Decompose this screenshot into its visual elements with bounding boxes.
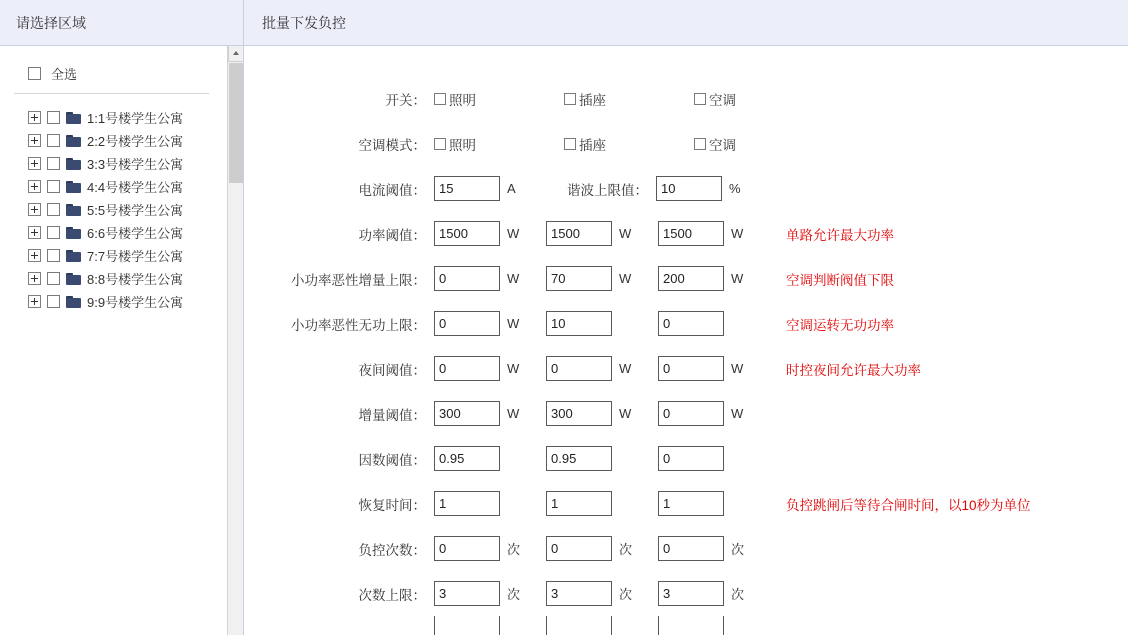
expand-icon[interactable]: [28, 295, 41, 308]
increment-threshold-input-1[interactable]: [434, 401, 500, 426]
small-power-inc-label: 小功率恶性增量上限：: [291, 272, 426, 288]
expand-icon[interactable]: [28, 111, 41, 124]
count-limit-input-1[interactable]: [434, 581, 500, 606]
current-threshold-input[interactable]: [434, 176, 500, 201]
switch-option-lighting[interactable]: [434, 89, 564, 109]
folder-icon: [66, 181, 81, 193]
increment-threshold-unit-2: W: [619, 406, 632, 421]
partial-row-input-2[interactable]: [546, 616, 612, 635]
factor-threshold-input-3[interactable]: [658, 446, 724, 471]
night-threshold-note: 时控夜间允许最大功率: [786, 362, 921, 378]
scroll-up-button[interactable]: [228, 46, 243, 62]
row-recovery-time: [244, 481, 1128, 526]
current-threshold-label: 电流阈值：: [358, 182, 426, 198]
factor-threshold-input-1[interactable]: [434, 446, 500, 471]
folder-icon: [66, 227, 81, 239]
power-threshold-unit-2: W: [619, 226, 632, 241]
batch-panel-title: 批量下发负控: [244, 0, 1128, 46]
factor-threshold-input-2[interactable]: [546, 446, 612, 471]
night-threshold-input-2[interactable]: [546, 356, 612, 381]
area-tree-list: [14, 106, 233, 313]
batch-control-panel: [244, 0, 1128, 635]
power-threshold-input-2[interactable]: [546, 221, 612, 246]
expand-icon[interactable]: [28, 134, 41, 147]
tree-scrollbar[interactable]: [227, 46, 243, 635]
area-panel-title: 请选择区域: [0, 0, 243, 46]
select-all-checkbox[interactable]: [28, 67, 41, 80]
tree-node[interactable]: [14, 221, 233, 244]
control-count-input-2[interactable]: [546, 536, 612, 561]
acmode-socket-checkbox[interactable]: [564, 138, 576, 150]
night-threshold-input-3[interactable]: [658, 356, 724, 381]
row-control-count: [244, 526, 1128, 571]
small-power-reactive-label: 小功率恶性无功上限：: [291, 317, 426, 333]
row-ac-mode: [244, 121, 1128, 166]
recovery-time-input-3[interactable]: [658, 491, 724, 516]
control-count-input-1[interactable]: [434, 536, 500, 561]
row-power-threshold: [244, 211, 1128, 256]
night-threshold-unit-3: W: [731, 361, 744, 376]
partial-row-input-3[interactable]: [658, 616, 724, 635]
small-power-inc-unit-2: W: [619, 271, 632, 286]
control-count-input-3[interactable]: [658, 536, 724, 561]
small-power-inc-note: 空调判断阀值下限: [786, 272, 894, 288]
tree-node[interactable]: [14, 175, 233, 198]
acmode-lighting-checkbox[interactable]: [434, 138, 446, 150]
harmonic-limit-input[interactable]: [656, 176, 722, 201]
area-select-panel: [0, 0, 244, 635]
acmode-lighting-label: 照明: [449, 137, 476, 153]
acmode-option-socket[interactable]: [564, 134, 694, 154]
row-night-threshold: [244, 346, 1128, 391]
node-checkbox[interactable]: [47, 226, 60, 239]
tree-node-label: 7:7号楼学生公寓: [87, 249, 184, 264]
folder-icon: [66, 204, 81, 216]
count-limit-label: 次数上限：: [358, 587, 426, 603]
tree-node[interactable]: [14, 267, 233, 290]
folder-icon: [66, 296, 81, 308]
folder-icon: [66, 158, 81, 170]
count-limit-unit-3: 次: [731, 587, 745, 602]
small-power-reactive-input-2[interactable]: [546, 311, 612, 336]
tree-node-label: 1:1号楼学生公寓: [87, 111, 184, 126]
expand-icon[interactable]: [28, 226, 41, 239]
row-count-limit: [244, 571, 1128, 616]
switch-socket-label: 插座: [579, 92, 606, 108]
count-limit-input-3[interactable]: [658, 581, 724, 606]
small-power-reactive-input-1[interactable]: [434, 311, 500, 336]
power-threshold-input-1[interactable]: [434, 221, 500, 246]
count-limit-unit-2: 次: [619, 587, 633, 602]
small-power-inc-input-3[interactable]: [658, 266, 724, 291]
acmode-ac-checkbox[interactable]: [694, 138, 706, 150]
tree-node-label: 5:5号楼学生公寓: [87, 203, 184, 218]
node-checkbox[interactable]: [47, 272, 60, 285]
increment-threshold-input-2[interactable]: [546, 401, 612, 426]
tree-node-label: 4:4号楼学生公寓: [87, 180, 184, 195]
recovery-time-label: 恢复时间：: [358, 497, 426, 513]
increment-threshold-label: 增量阈值：: [358, 407, 426, 423]
tree-node[interactable]: [14, 244, 233, 267]
night-threshold-unit-2: W: [619, 361, 632, 376]
expand-icon[interactable]: [28, 157, 41, 170]
tree-node-label: 9:9号楼学生公寓: [87, 295, 184, 310]
harmonic-limit-label: 谐波上限值：: [567, 182, 648, 198]
power-threshold-label: 功率阈值：: [358, 227, 426, 243]
tree-node-label: 8:8号楼学生公寓: [87, 272, 184, 287]
control-count-unit-1: 次: [507, 542, 521, 557]
tree-node-label: 2:2号楼学生公寓: [87, 134, 184, 149]
batch-control-form: [244, 46, 1128, 635]
folder-icon: [66, 250, 81, 262]
power-threshold-note: 单路允许最大功率: [786, 227, 894, 243]
expand-icon[interactable]: [28, 272, 41, 285]
acmode-option-lighting[interactable]: [434, 134, 564, 154]
switch-option-ac[interactable]: [694, 89, 824, 109]
node-checkbox[interactable]: [47, 180, 60, 193]
switch-lighting-label: 照明: [449, 92, 476, 108]
small-power-inc-unit-1: W: [507, 271, 520, 286]
partial-row-input-1[interactable]: [434, 616, 500, 635]
node-checkbox[interactable]: [47, 111, 60, 124]
acmode-option-ac[interactable]: [694, 134, 824, 154]
expand-icon[interactable]: [28, 180, 41, 193]
scrollbar-thumb[interactable]: [229, 63, 243, 183]
small-power-reactive-input-3[interactable]: [658, 311, 724, 336]
switch-lighting-checkbox[interactable]: [434, 93, 446, 105]
recovery-time-input-2[interactable]: [546, 491, 612, 516]
increment-threshold-input-3[interactable]: [658, 401, 724, 426]
small-power-inc-input-2[interactable]: [546, 266, 612, 291]
row-current-threshold: [244, 166, 1128, 211]
small-power-inc-input-1[interactable]: [434, 266, 500, 291]
harmonic-limit-unit: %: [729, 181, 741, 196]
row-partial-clipped: [244, 616, 1128, 635]
row-small-power-reactive: [244, 301, 1128, 346]
select-all-label: 全选: [51, 67, 78, 82]
power-threshold-unit-3: W: [731, 226, 744, 241]
small-power-inc-unit-3: W: [731, 271, 744, 286]
node-checkbox[interactable]: [47, 157, 60, 170]
recovery-time-note: 负控跳闸后等待合闸时间，以10秒为单位: [786, 497, 1031, 513]
small-power-reactive-unit-1: W: [507, 316, 520, 331]
switch-ac-checkbox[interactable]: [694, 93, 706, 105]
switch-socket-checkbox[interactable]: [564, 93, 576, 105]
control-count-unit-2: 次: [619, 542, 633, 557]
folder-icon: [66, 273, 81, 285]
row-switch: [244, 76, 1128, 121]
row-factor-threshold: [244, 436, 1128, 481]
power-threshold-unit-1: W: [507, 226, 520, 241]
tree-node-label: 3:3号楼学生公寓: [87, 157, 184, 172]
count-limit-input-2[interactable]: [546, 581, 612, 606]
recovery-time-input-1[interactable]: [434, 491, 500, 516]
node-checkbox[interactable]: [47, 134, 60, 147]
acmode-socket-label: 插座: [579, 137, 606, 153]
night-threshold-unit-1: W: [507, 361, 520, 376]
current-threshold-unit: A: [507, 181, 516, 196]
tree-node[interactable]: [14, 106, 233, 129]
row-increment-threshold: [244, 391, 1128, 436]
night-threshold-input-1[interactable]: [434, 356, 500, 381]
switch-option-socket[interactable]: [564, 89, 694, 109]
tree-node[interactable]: [14, 129, 233, 152]
folder-icon: [66, 112, 81, 124]
small-power-reactive-note: 空调运转无功功率: [786, 317, 894, 333]
increment-threshold-unit-1: W: [507, 406, 520, 421]
switch-label: 开关：: [385, 92, 426, 108]
tree-node-label: 6:6号楼学生公寓: [87, 226, 184, 241]
increment-threshold-unit-3: W: [731, 406, 744, 421]
control-count-unit-3: 次: [731, 542, 745, 557]
count-limit-unit-1: 次: [507, 587, 521, 602]
ac-mode-label: 空调模式：: [358, 137, 426, 153]
expand-icon[interactable]: [28, 203, 41, 216]
power-threshold-input-3[interactable]: [658, 221, 724, 246]
night-threshold-label: 夜间阈值：: [358, 362, 426, 378]
node-checkbox[interactable]: [47, 203, 60, 216]
row-small-power-inc: [244, 256, 1128, 301]
folder-icon: [66, 135, 81, 147]
select-all-row[interactable]: [14, 60, 209, 94]
factor-threshold-label: 因数阈值：: [358, 452, 426, 468]
expand-icon[interactable]: [28, 249, 41, 262]
node-checkbox[interactable]: [47, 295, 60, 308]
area-tree: [0, 46, 243, 635]
control-count-label: 负控次数：: [358, 542, 426, 558]
tree-node[interactable]: [14, 198, 233, 221]
switch-ac-label: 空调: [709, 92, 736, 108]
tree-node[interactable]: [14, 290, 233, 313]
tree-node[interactable]: [14, 152, 233, 175]
acmode-ac-label: 空调: [709, 137, 736, 153]
node-checkbox[interactable]: [47, 249, 60, 262]
